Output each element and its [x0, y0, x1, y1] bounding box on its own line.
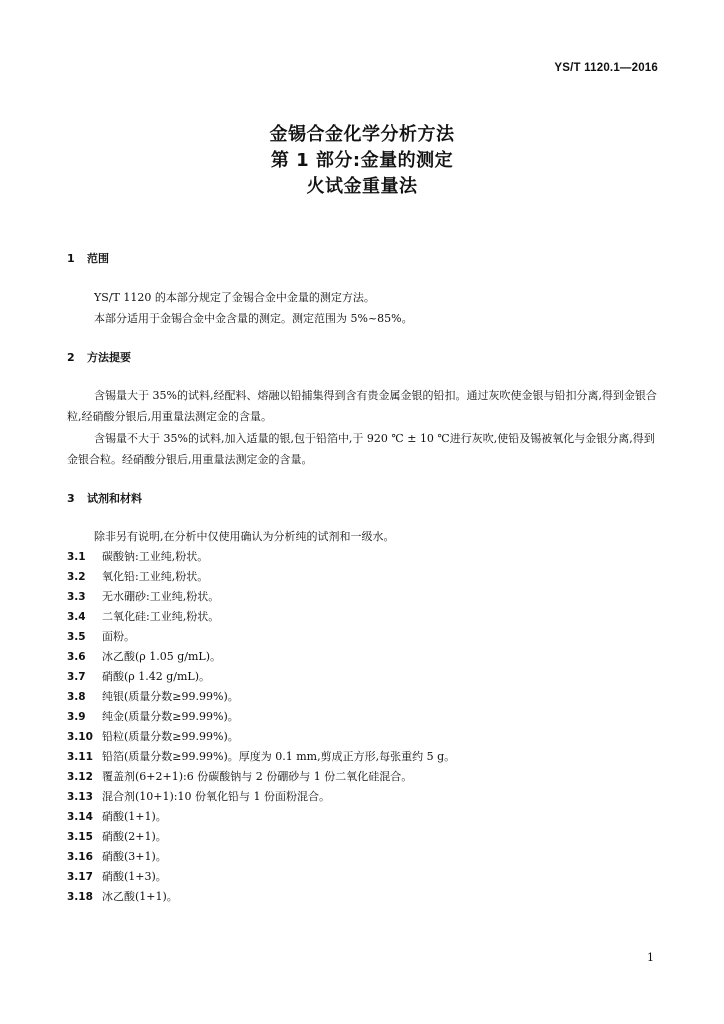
list-item-number: 3.18 [67, 891, 93, 903]
section-2-number: 2 [67, 351, 75, 364]
list-item-text: 碳酸钠:工业纯,粉状。 [102, 550, 209, 563]
list-item-number: 3.8 [67, 691, 86, 703]
list-item [67, 627, 657, 647]
section-2-paragraph-2: 含锡量不大于 35%的试料,加入适量的银,包于铅箔中,于 920 ℃ ± 10 ℃进行灰吹,使铅及锡被氧化与金银分离,得到金银合粒。经硝酸分银后,用重量法测定金的含量。 [67, 432, 655, 466]
list-item-text: 硝酸(3+1)。 [102, 850, 167, 863]
list-item [67, 807, 657, 827]
list-item-text: 冰乙酸(1+1)。 [102, 890, 178, 903]
list-item [67, 647, 657, 667]
section-3-number: 3 [67, 492, 75, 505]
list-item-number: 3.14 [67, 811, 93, 823]
list-item-text: 硝酸(1+1)。 [102, 810, 167, 823]
list-item [67, 567, 657, 587]
list-item-number: 3.11 [67, 751, 93, 763]
list-item-number: 3.13 [67, 791, 93, 803]
list-item-text: 铅粒(质量分数≥99.99%)。 [102, 730, 239, 743]
list-item-text: 硝酸(1+3)。 [102, 870, 167, 883]
section-3-heading [67, 490, 142, 506]
section-3-intro: 除非另有说明,在分析中仅使用确认为分析纯的试剂和一级水。 [94, 530, 395, 543]
list-item-text: 面粉。 [102, 630, 135, 643]
list-item-number: 3.2 [67, 571, 86, 583]
section-1-title: 范围 [87, 252, 109, 265]
list-item-number: 3.17 [67, 871, 93, 883]
list-item-number: 3.3 [67, 591, 86, 603]
list-item-text: 氧化铅:工业纯,粉状。 [102, 570, 209, 583]
section-1-paragraph-2: 本部分适用于金锡合金中金含量的测定。测定范围为 5%~85%。 [94, 312, 413, 325]
list-item [67, 827, 657, 847]
section-2-heading [67, 349, 131, 365]
section-2-title: 方法提要 [87, 351, 131, 364]
list-item [67, 867, 657, 887]
section-1-number: 1 [67, 252, 75, 265]
list-item-number: 3.7 [67, 671, 86, 683]
list-item-text: 混合剂(10+1):10 份氧化铅与 1 份面粉混合。 [102, 790, 330, 803]
document-title [0, 122, 724, 200]
section-2-paragraph-1: 含锡量大于 35%的试料,经配料、熔融以铅捕集得到含有贵金属金银的铅扣。通过灰吹使金银与铅扣分离,得到金银合粒,经硝酸分银后,用重量法测定金的含量。 [67, 389, 657, 423]
section-1-paragraph-1: YS/T 1120 的本部分规定了金锡合金中金量的测定方法。 [94, 291, 375, 304]
list-item [67, 587, 657, 607]
list-item-number: 3.9 [67, 711, 86, 723]
list-item-number: 3.16 [67, 851, 93, 863]
list-item-text: 覆盖剂(6+2+1):6 份碳酸钠与 2 份硼砂与 1 份二氧化硅混合。 [102, 770, 413, 783]
title-line-2: 第 1 部分:金量的测定 [270, 150, 454, 171]
list-item [67, 707, 657, 727]
section-1-heading [67, 250, 109, 266]
list-item-text: 无水硼砂:工业纯,粉状。 [102, 590, 220, 603]
section-3-title: 试剂和材料 [87, 492, 142, 505]
list-item [67, 607, 657, 627]
list-item-text: 硝酸(ρ 1.42 g/mL)。 [102, 670, 211, 683]
list-item [67, 887, 657, 907]
list-item-text: 纯银(质量分数≥99.99%)。 [102, 690, 239, 703]
list-item-text: 硝酸(2+1)。 [102, 830, 167, 843]
list-item [67, 767, 657, 787]
title-line-1: 金锡合金化学分析方法 [269, 124, 455, 145]
list-item [67, 547, 657, 567]
list-item-number: 3.15 [67, 831, 93, 843]
list-item [67, 687, 657, 707]
list-item-number: 3.4 [67, 611, 86, 623]
list-item-text: 冰乙酸(ρ 1.05 g/mL)。 [102, 650, 222, 663]
list-item [67, 727, 657, 747]
page-number: 1 [647, 951, 654, 964]
list-item-number: 3.10 [67, 731, 93, 743]
list-item [67, 847, 657, 867]
list-item [67, 747, 657, 767]
list-item [67, 667, 657, 687]
list-item-number: 3.6 [67, 651, 86, 663]
list-item-number: 3.5 [67, 631, 86, 643]
list-item [67, 787, 657, 807]
list-item-text: 铅箔(质量分数≥99.99%)。厚度为 0.1 mm,剪成正方形,每张重约 5 g。 [102, 750, 456, 763]
document-code: YS/T 1120.1—2016 [554, 62, 658, 74]
list-item-number: 3.1 [67, 551, 86, 563]
list-item-text: 纯金(质量分数≥99.99%)。 [102, 710, 239, 723]
list-item-text: 二氧化硅:工业纯,粉状。 [102, 610, 220, 623]
title-line-3: 火试金重量法 [306, 176, 418, 197]
list-item-number: 3.12 [67, 771, 93, 783]
